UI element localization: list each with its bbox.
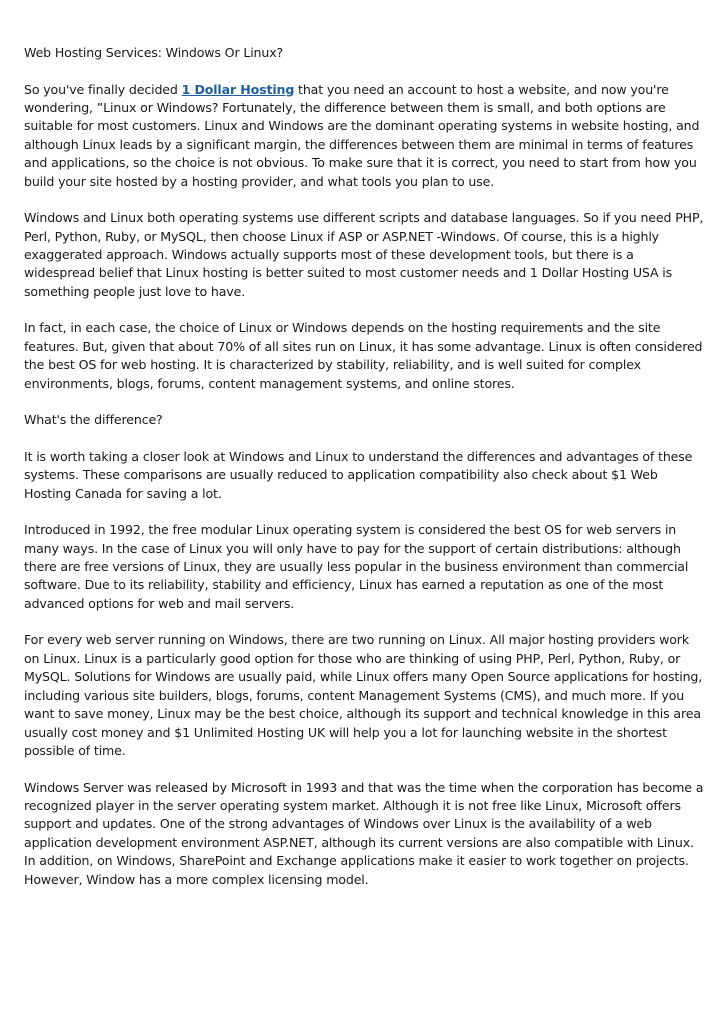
section-subheading: What's the difference? — [24, 412, 163, 428]
paragraph-windows-server: Windows Server was released by Microsoft in 1993 and that was the time when the corporation has become a recognized player in the server operating system market. Although it is not free like Linux, Microsoft offers support and updates. One of the strong advantages of Windows over Linux is the availability of a web application development environment ASP.NET, although its current versions are also compatible with Linux. In addition, on Windows, SharePoint and Exchange applications make it easier to work together on projects. However, Window has a more complex licensing model. — [24, 779, 704, 887]
paragraph-comparison: It is worth taking a closer look at Windows and Linux to understand the differences and advantages of these systems. These comparisons are usually reduced to application compatibility also check about $1 Web Hosting Canada for saving a lot. — [24, 448, 693, 501]
paragraph-intro — [24, 81, 704, 191]
paragraph-scripts: Windows and Linux both operating systems use different scripts and database languages. So if you need PHP, Perl, Python, Ruby, or MySQL, then choose Linux if ASP or ASP.NET -Windows. Of course, this is a highly exaggerated approach. Windows actually supports most of these development tools, but there is a widespread belief that Linux hosting is better suited to most customer needs and 1 Dollar Hosting USA is something people just love to have. — [24, 210, 704, 299]
document-title: Web Hosting Services: Windows Or Linux? — [24, 45, 284, 60]
paragraph-requirements: In fact, in each case, the choice of Linux or Windows depends on the hosting requirements and the site features. But, given that about 70% of all sites run on Linux, it has some advantage. Linux is often considered the best OS for web hosting. It is characterized by stability, reliability, and is well suited for complex environments, blogs, forums, content management systems, and online stores. — [24, 320, 703, 391]
document-body — [24, 44, 704, 907]
paragraph-linux-advantages: For every web server running on Windows, there are two running on Linux. All major hosting providers work on Linux. Linux is a particularly good option for those who are thinking of using PHP, Perl, Python, Ruby, or MySQL. Solutions for Windows are usually paid, while Linux offers many Open Source applications for hosting, including various site builders, blogs, forums, content Management Systems (CMS), and much more. If you want to save money, Linux may be the best choice, although its support and technical knowledge in this area usually cost money and $1 Unlimited Hosting UK will help you a lot for launching website in the shortest possible of time. — [24, 632, 703, 758]
paragraph-intro-lead: So you've finally decided — [24, 81, 182, 97]
paragraph-linux-history: Introduced in 1992, the free modular Linux operating system is considered the best OS for web servers in many ways. In the case of Linux you will only have to pay for the support of certain distributions: although there are free versions of Linux, they are usually less popular in the business environment than commercial software. Due to its reliability, stability and efficiency, Linux has earned a reputation as one of the most advanced options for web and mail servers. — [24, 522, 689, 611]
dollar-hosting-link[interactable]: 1 Dollar Hosting — [181, 81, 295, 97]
paragraph-intro-rest: that you need an account to host a website, and now you're wondering, ”Linux or Windows? Fortunately, the difference between them is small, and both options are suitable for most customers. Linux and Windows are the dominant operating systems in website hosting, and although Linux leads by a significant margin, the differences between them are minimal in terms of features and applications, so the choice is not obvious. To make sure that it is correct, you need to start from how you build your site hosted by a hosting provider, and what tools you plan to use. — [24, 81, 700, 189]
